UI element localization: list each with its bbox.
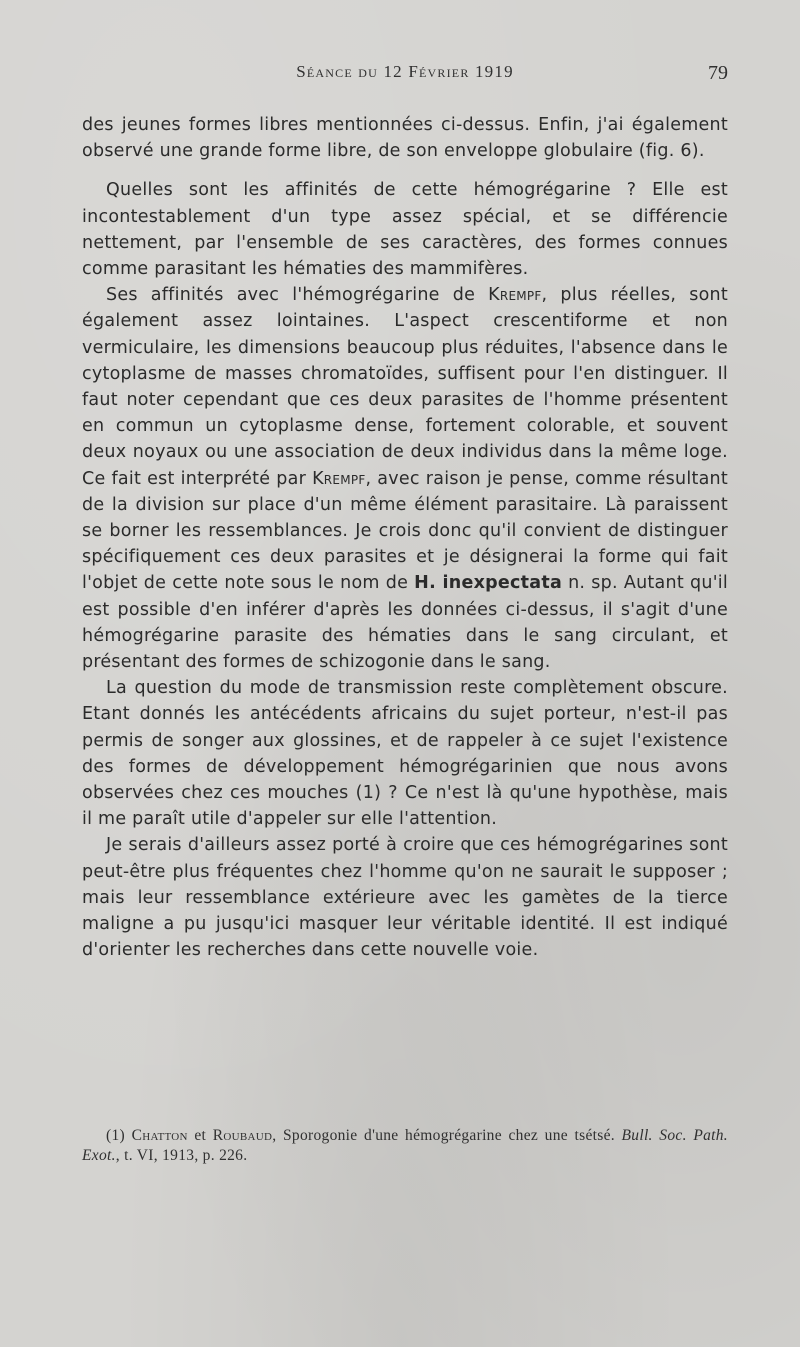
page-header bbox=[82, 62, 728, 92]
paragraph-3 bbox=[82, 282, 728, 675]
paragraph-1: des jeunes formes libres mentionnées ci-dessus. Enfin, j'ai également observé une grande forme libre, de son enveloppe globulaire (fig. 6). bbox=[82, 115, 728, 162]
paragraph-3-text-c: , avec raison je pense, comme résultant de la division sur place d'un même élément parasitaire. Là paraissent se borner les ressemblances. Je crois donc qu'il convient de distinguer spécifiquement ces deux parasites et je désignerai la forme qui fait l'objet de cette note sous le nom de bbox=[82, 468, 728, 594]
footnote-conjunction: et bbox=[187, 1127, 213, 1144]
footnote-text bbox=[82, 1126, 728, 1166]
footnote-journal: Bull. Soc. Path. Exot. bbox=[82, 1127, 728, 1164]
page-number: 79 bbox=[708, 62, 728, 84]
footnote-author-chatton: Chatton bbox=[131, 1127, 188, 1144]
paragraph-3-text-b: , plus réelles, sont également assez lointaines. L'aspect crescentiforme et non vermiculaire, les dimensions beaucoup plus réduites, l'absence dans le cytoplasme de masses chromatoïdes, suffisent pour l'en distinguer. Il faut noter cependant que ces deux parasites de l'homme présentent en commun un cytoplasme dense, fortement colorable, et souvent deux noyaux ou une association de deux individus dans la même loge. Ce fait est interprété par bbox=[82, 285, 728, 489]
footnote-citation: , t. VI, 1913, p. 226. bbox=[115, 1147, 248, 1164]
body-text bbox=[82, 112, 728, 964]
running-head: Séance du 12 Février 1919 bbox=[296, 62, 514, 81]
author-name-krempf-2: Krempf bbox=[312, 468, 366, 489]
paragraph-4: La question du mode de transmission reste complètement obscure. Etant donnés les antécédents africains du sujet porteur, n'est-il pas permis de songer aux glossines, et de rappeler à ce sujet l'existence des formes de développement hémogrégarinien que nous avons observées chez ces mouches (1) ? Ce n'est là qu'une hypothèse, mais il me paraît utile d'appeler sur elle l'attention. bbox=[82, 678, 728, 830]
footnote-author-roubaud: Roubaud bbox=[212, 1127, 273, 1144]
author-name-krempf: Krempf bbox=[488, 285, 542, 306]
paragraph-5: Je serais d'ailleurs assez porté à croire que ces hémogrégarines sont peut-être plus fréquentes chez l'homme qu'on ne saurait le supposer ; mais leur ressemblance extérieure avec les gamètes de la tierce maligne a pu jusqu'ici masquer leur véritable identité. Il est indiqué d'orienter les recherches dans cette nouvelle voie. bbox=[82, 835, 728, 961]
footnote-marker: (1) bbox=[106, 1127, 132, 1144]
species-name: H. inexpectata bbox=[414, 573, 563, 594]
paragraph-3-text-d: n. sp. Autant qu'il est possible d'en inférer d'après les données ci-dessus, il s'agit d'une hémogrégarine parasite des hématies dans le sang circulant, et présentant des formes de schizogonie dans le sang. bbox=[82, 573, 728, 673]
footnote-title: , Sporogonie d'une hémogrégarine chez une tsétsé. bbox=[272, 1127, 622, 1144]
paragraph-2: Quelles sont les affinités de cette hémogrégarine ? Elle est incontestablement d'un type assez spécial, et se différencie nettement, par l'ensemble de ses caractères, des formes connues comme parasitant les hématies des mammifères. bbox=[82, 180, 728, 280]
footnote bbox=[82, 1126, 728, 1166]
paragraph-3-text-a: Ses affinités avec l'hémogrégarine de bbox=[106, 285, 489, 306]
